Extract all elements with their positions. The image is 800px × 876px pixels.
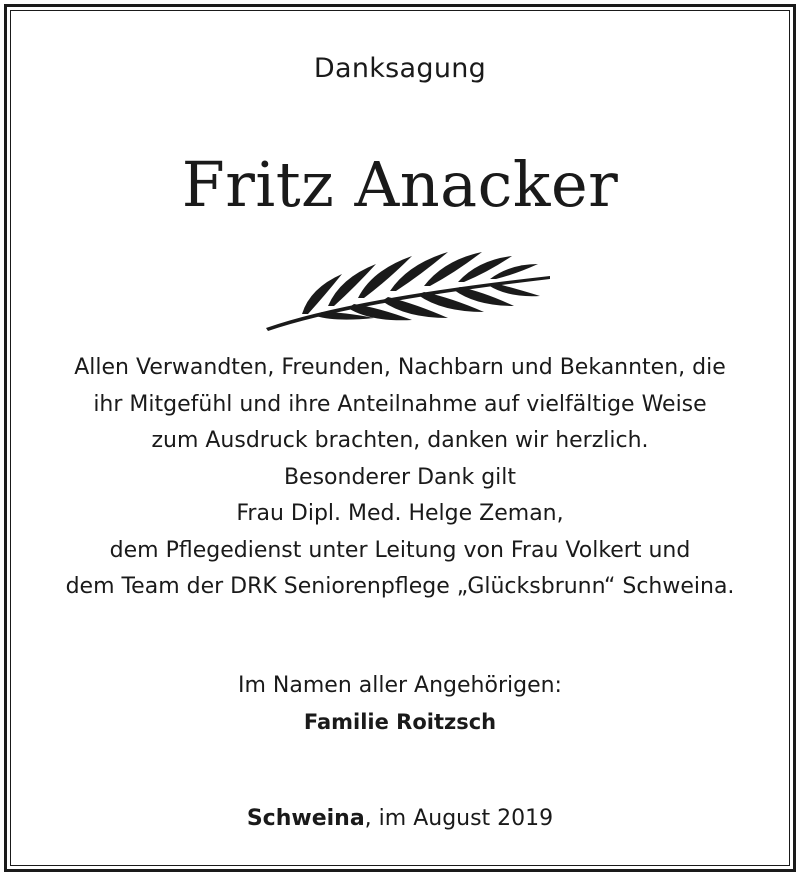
thanks-line: ihr Mitgefühl und ihre Anteilnahme auf vielfältige Weise (93, 391, 707, 417)
thanks-line: Besonderer Dank gilt (283, 464, 517, 490)
thanks-line: dem Team der DRK Seniorenpflege „Glücksbrunn“ Schweina. (65, 574, 735, 599)
date-text: , im August 2019 (364, 806, 554, 831)
place-name: Schweina (246, 806, 365, 831)
deceased-name: Fritz Anacker (181, 148, 619, 221)
thanks-line: dem Pflegedienst unter Leitung von Frau Volkert und (109, 537, 691, 563)
palm-branch-icon (262, 246, 554, 332)
family-signature: Familie Roitzsch (303, 710, 497, 734)
notice-heading: Danksagung (313, 53, 487, 84)
thanks-line: Allen Verwandten, Freunden, Nachbarn und Bekannten, die (74, 355, 726, 380)
thanks-line: zum Ausdruck brachten, danken wir herzlich. (151, 428, 649, 453)
closing-block (0, 668, 800, 740)
thanks-text (0, 350, 800, 606)
thanks-line: Frau Dipl. Med. Helge Zeman, (236, 501, 564, 526)
closing-line: Im Namen aller Angehörigen: (238, 673, 562, 698)
place-date (0, 806, 800, 831)
